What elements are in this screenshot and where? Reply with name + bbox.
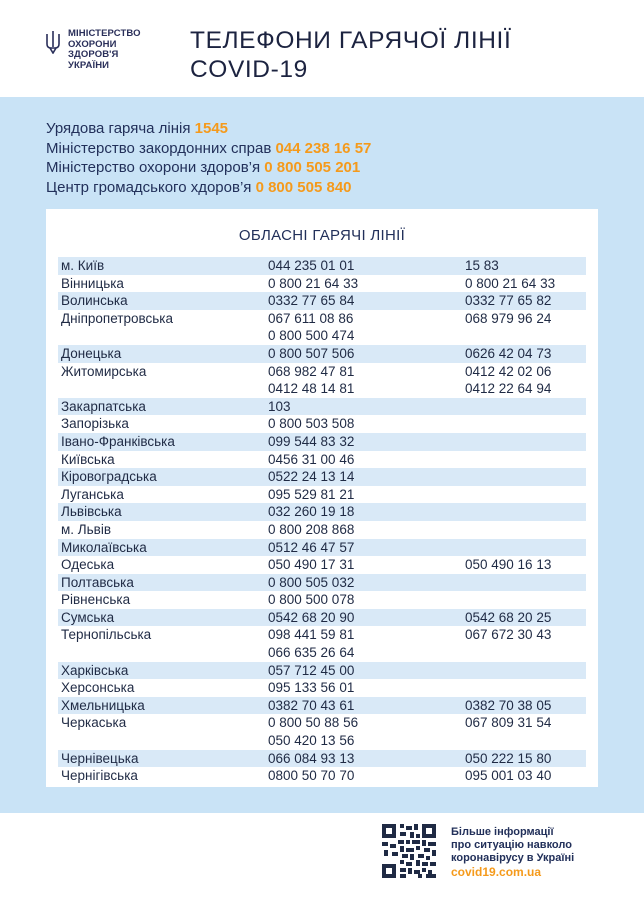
hotline-number: 1545 [194,120,229,137]
phone-column-1 [268,398,465,416]
region-name: м. Львів [61,521,112,537]
phone-number: 050 490 16 13 [465,557,552,573]
region-name: Херсонська [61,680,135,696]
phone-column-2 [465,451,586,469]
phone-number: 0 800 50 88 56 [268,715,359,731]
phone-column-1 [268,767,465,785]
phone-number: 067 809 31 54 [465,715,552,731]
phone-column-2 [465,503,586,521]
region-name: Житомирська [61,363,147,379]
region-name: Тернопільська [61,627,152,643]
trident-emblem-icon [44,30,62,54]
hotline-row [46,139,371,159]
phone-number: 15 83 [465,258,499,273]
more-info [451,826,574,879]
info-line: про ситуацію навколо [451,839,572,852]
region-name: Івано-Франківська [61,433,175,449]
phone-number: 067 672 30 43 [465,627,552,643]
table-row [58,591,586,609]
phone-number: 0332 77 65 84 [268,293,355,309]
national-hotlines [46,119,371,197]
ministry-line: ОХОРОНИ [68,38,117,50]
table-row [58,626,586,661]
phone-column-2 [465,591,586,609]
hotline-row [46,158,371,178]
phone-column-2 [465,609,586,627]
table-row [58,415,586,433]
phone-column-1 [268,591,465,609]
phone-number: 0 800 208 868 [268,521,355,537]
phone-column-2 [465,257,586,275]
phone-column-2 [465,292,586,310]
hotline-label: Центр громадського хдоров’я [46,178,256,196]
region-name: Черкаська [61,715,127,731]
phone-column-1 [268,539,465,557]
ministry-logo-text [68,29,141,71]
table-row [58,310,586,345]
phone-number: 0382 70 38 05 [465,697,552,713]
phone-number: 099 544 83 32 [268,433,355,449]
phone-column-1 [268,451,465,469]
table-row [58,556,586,574]
phone-number: 098 441 59 81 [268,627,355,643]
qr-code-icon [382,824,436,878]
phone-column-1 [268,433,465,451]
phone-column-2 [465,345,586,363]
phone-column-2 [465,433,586,451]
region-name: Дніпропетровська [61,310,174,326]
phone-number: 068 979 96 24 [465,310,552,326]
region-name: Запорізька [61,416,129,432]
phone-column-1 [268,697,465,715]
table-row [58,345,586,363]
phone-column-1 [268,257,465,275]
phone-number: 0542 68 20 90 [268,609,355,625]
phone-number: 095 001 03 40 [465,768,552,784]
hotline-label: Урядова гаряча лінія [46,120,195,137]
table-row [58,433,586,451]
phone-number: 057 712 45 00 [268,662,355,678]
table-row [58,539,586,557]
table-row [58,714,586,749]
table-row [58,363,586,398]
phone-column-1 [268,292,465,310]
phone-column-2 [465,679,586,697]
phone-number: 0522 24 13 14 [268,469,355,485]
phone-column-2 [465,574,586,592]
phone-column-2 [465,750,586,768]
phone-column-1 [268,556,465,574]
region-name: Вінницька [61,275,124,291]
table-row [58,275,586,293]
phone-column-2 [465,714,586,749]
region-name: Одеська [61,557,115,573]
phone-column-2 [465,398,586,416]
regional-table [58,257,586,785]
regional-hotlines-card [46,209,598,787]
region-name: Донецька [61,345,122,361]
phone-number: 0 800 21 64 33 [268,275,359,291]
ministry-line: МІНІСТЕРСТВО [68,28,141,39]
ministry-line: УКРАЇНИ [68,59,110,71]
table-row [58,292,586,310]
phone-column-1 [268,363,465,398]
phone-column-1 [268,609,465,627]
region-name: Кіровоградська [61,469,157,485]
phone-number: 0382 70 43 61 [268,697,355,713]
region-name: Сумська [61,609,115,625]
phone-number: 0412 42 02 06 [465,363,552,379]
table-row [58,451,586,469]
region-name: Чернівецька [61,750,139,766]
table-row [58,574,586,592]
phone-number: 0 800 507 506 [268,345,355,361]
region-name: Чернігівська [61,768,138,784]
info-line: Більше інформації [451,826,554,838]
region-name: Хмельницька [61,697,145,713]
phone-number: 050 490 17 31 [268,557,355,573]
phone-column-1 [268,662,465,680]
region-name: Закарпатська [61,398,146,414]
phone-number: 0 800 505 032 [268,574,355,590]
phone-column-2 [465,556,586,574]
phone-number: 0 800 500 078 [268,592,355,608]
phone-column-1 [268,310,465,345]
table-row [58,398,586,416]
phone-column-1 [268,503,465,521]
hotline-number: 0 800 505 201 [264,159,361,176]
phone-column-2 [465,275,586,293]
phone-column-2 [465,363,586,398]
phone-column-2 [465,767,586,785]
info-line: коронавірусу в Україні [451,852,575,865]
phone-column-2 [465,415,586,433]
phone-column-2 [465,662,586,680]
hotline-row [46,119,371,139]
phone-column-1 [268,415,465,433]
region-name: Полтавська [61,574,134,590]
phone-number: 0 800 500 474 [268,328,355,344]
phone-number: 0412 48 14 81 [268,381,355,397]
title-line: ТЕЛЕФОНИ ГАРЯЧОЇ ЛІНІЇ [190,27,512,54]
phone-number: 0626 42 04 73 [465,345,552,361]
phone-column-1 [268,345,465,363]
title-line: COVID-19 [190,56,308,83]
phone-number: 067 611 08 86 [268,310,354,326]
table-row [58,767,586,785]
hotline-number: 0 800 505 840 [255,178,352,196]
phone-number: 032 260 19 18 [268,504,355,520]
table-row [58,468,586,486]
header [0,0,644,97]
region-name: Рівненська [61,592,131,608]
ministry-line: ЗДОРОВ'Я [68,49,119,60]
region-name: м. Київ [61,258,105,273]
region-name: Миколаївська [61,539,147,555]
phone-column-1 [268,750,465,768]
phone-column-2 [465,697,586,715]
phone-number: 066 084 93 13 [268,750,355,766]
phone-number: 0456 31 00 46 [268,451,355,467]
phone-number: 044 235 01 01 [268,258,355,273]
phone-number: 095 133 56 01 [268,680,355,696]
hotline-row [46,178,371,198]
region-name: Харківська [61,662,129,678]
region-name: Волинська [61,293,128,309]
website-link[interactable]: covid19.com.ua [451,864,542,879]
phone-number: 0 800 21 64 33 [465,275,556,291]
hotline-label: Міністерство закордонних справ [46,139,276,157]
table-row [58,697,586,715]
region-name: Львівська [61,504,122,520]
table-row [58,521,586,539]
phone-column-2 [465,310,586,345]
table-row [58,257,586,275]
phone-number: 103 [268,398,291,414]
phone-column-1 [268,275,465,293]
phone-number: 0800 50 70 70 [268,768,355,784]
phone-column-1 [268,714,465,749]
phone-column-2 [465,486,586,504]
table-row [58,486,586,504]
phone-column-2 [465,539,586,557]
phone-column-2 [465,626,586,661]
table-row [58,609,586,627]
phone-number: 066 635 26 64 [268,645,355,661]
phone-number: 050 420 13 56 [268,733,355,749]
phone-number: 0542 68 20 25 [465,609,552,625]
table-row [58,750,586,768]
phone-column-1 [268,486,465,504]
hotline-label: Міністерство охорони здоров’я [46,159,265,176]
phone-column-2 [465,521,586,539]
phone-number: 0332 77 65 82 [465,293,552,309]
phone-column-1 [268,521,465,539]
table-row [58,503,586,521]
regional-title: ОБЛАСНІ ГАРЯЧІ ЛІНІЇ [238,227,406,244]
phone-column-2 [465,468,586,486]
table-row [58,662,586,680]
phone-column-1 [268,574,465,592]
phone-column-1 [268,679,465,697]
region-name: Київська [61,451,115,467]
phone-column-1 [268,626,465,661]
hotline-number: 044 238 16 57 [275,139,372,157]
region-name: Луганська [61,486,124,502]
phone-number: 068 982 47 81 [268,363,355,379]
phone-column-1 [268,468,465,486]
table-row [58,679,586,697]
phone-number: 0412 22 64 94 [465,381,552,397]
phone-number: 0 800 503 508 [268,416,355,432]
phone-number: 095 529 81 21 [268,486,355,502]
page-title [190,26,511,84]
phone-number: 0512 46 47 57 [268,539,355,555]
phone-number: 050 222 15 80 [465,750,552,766]
